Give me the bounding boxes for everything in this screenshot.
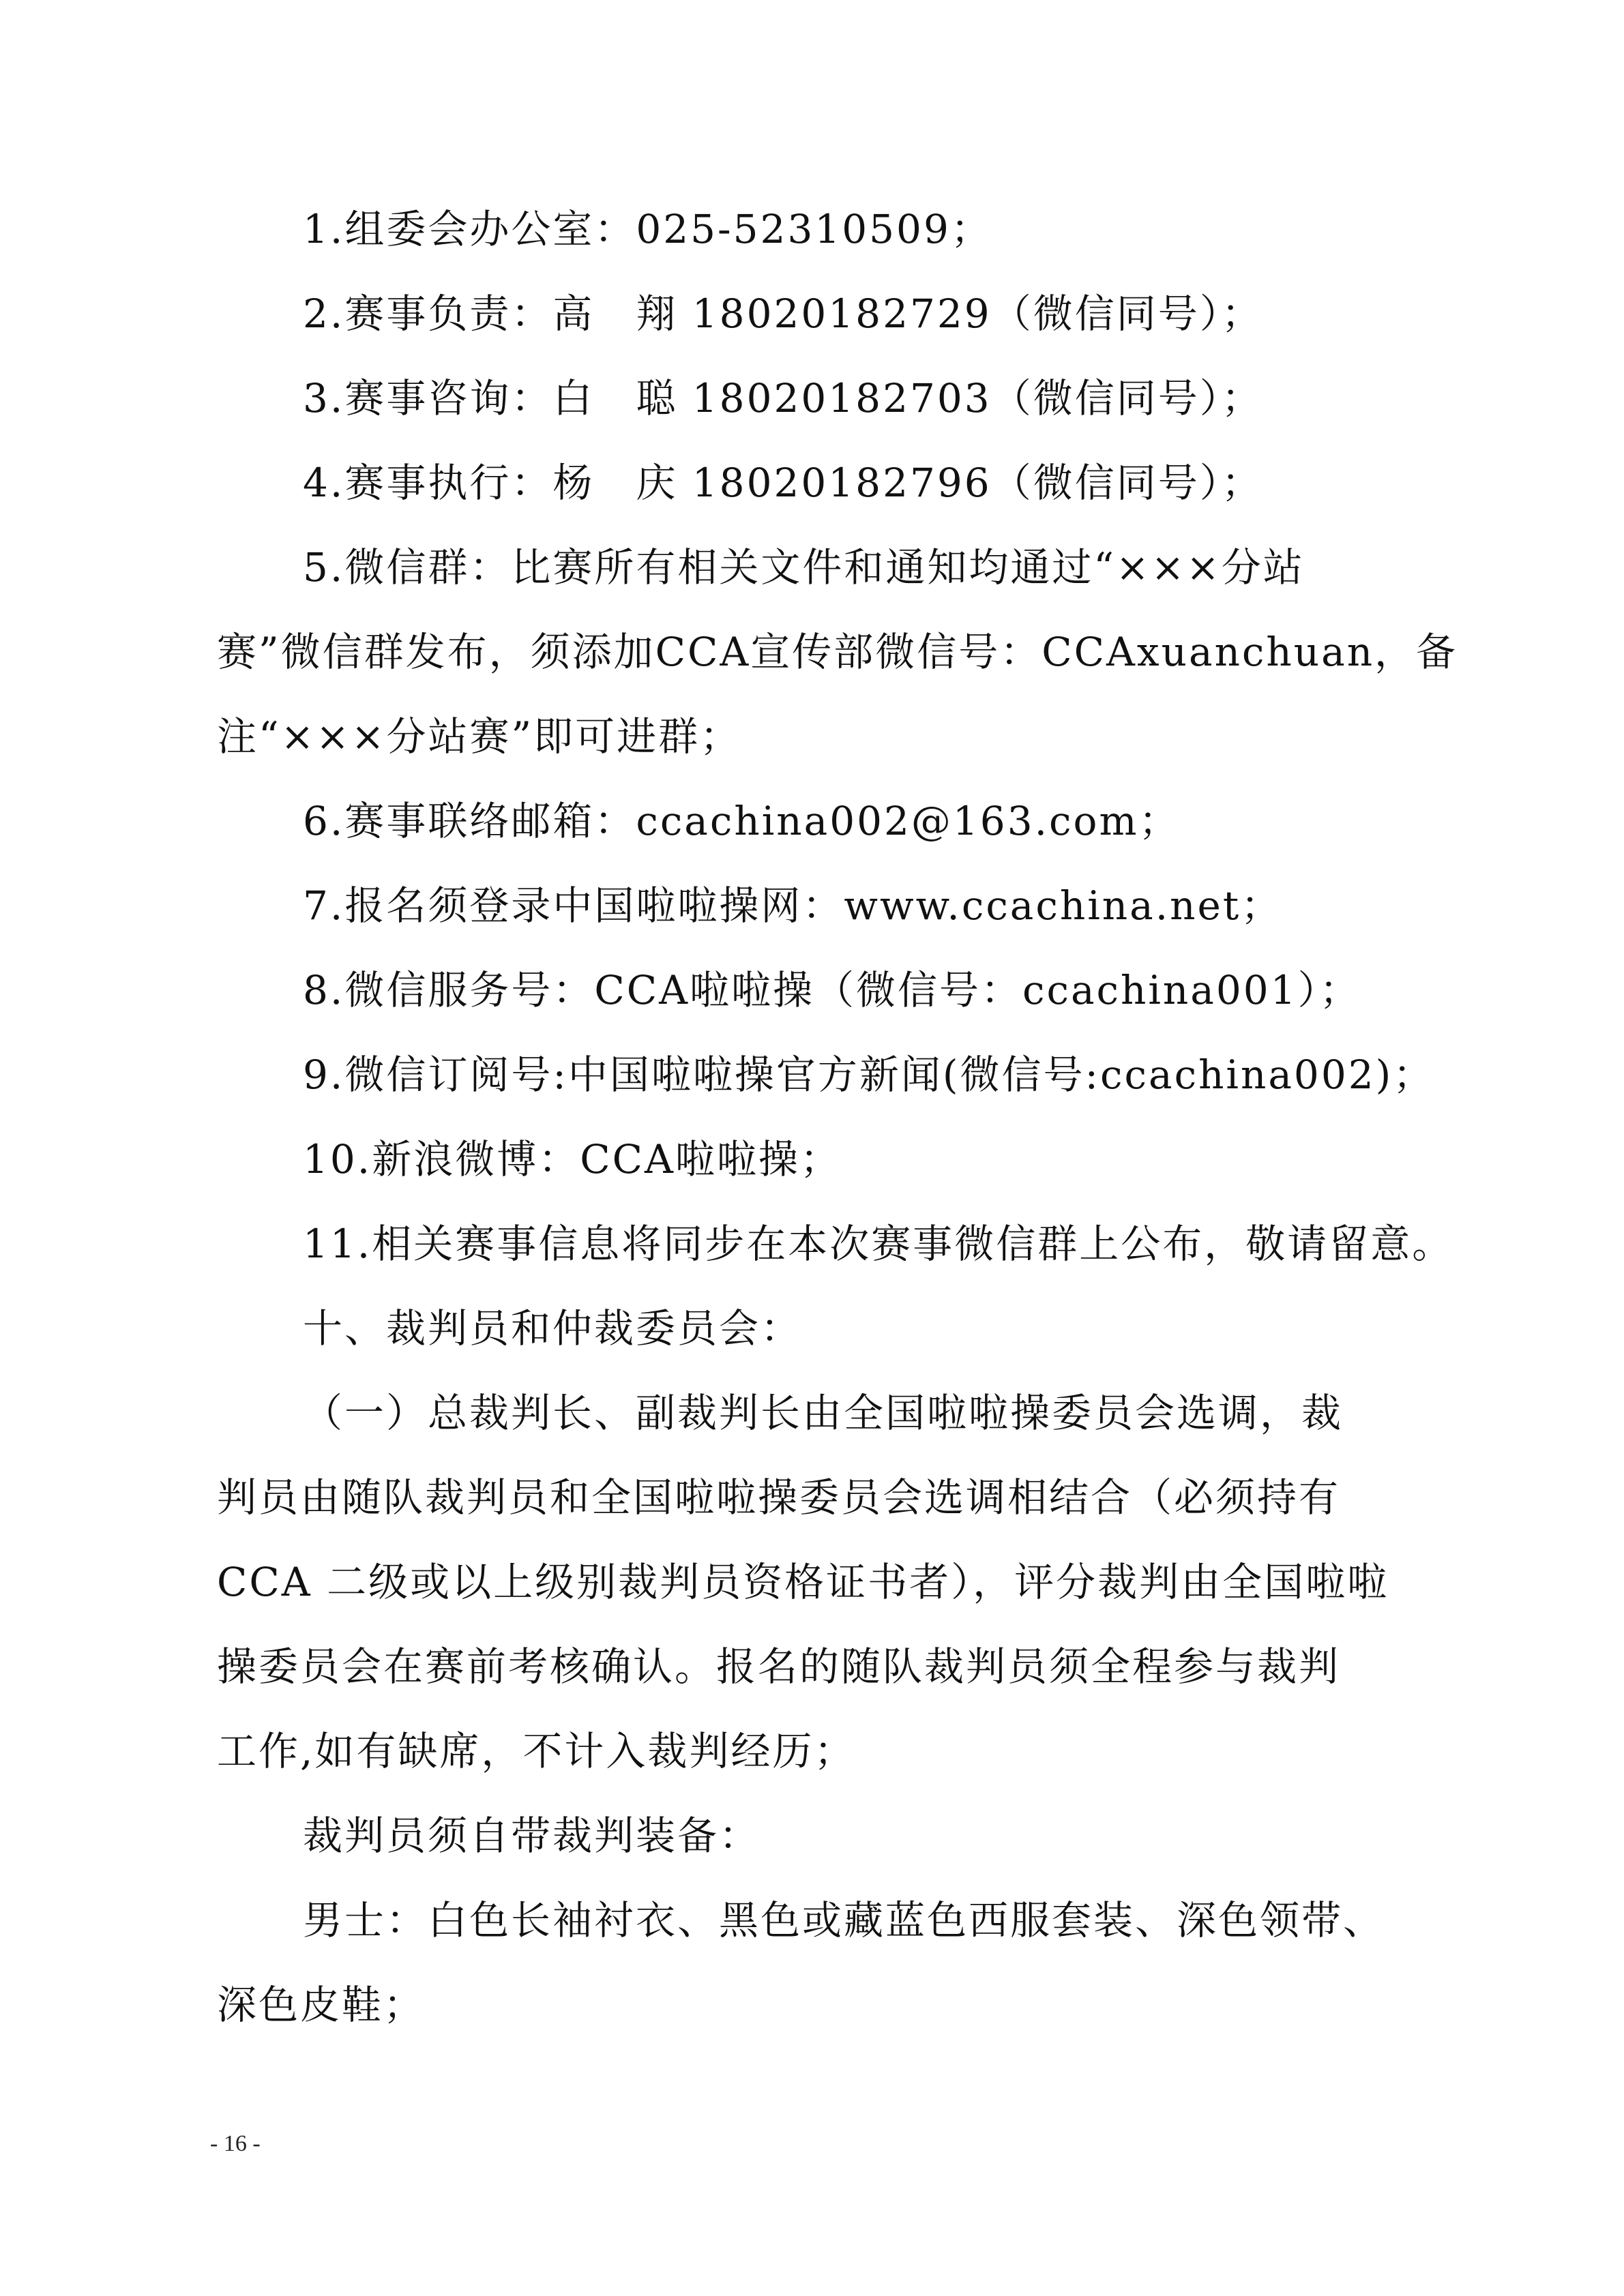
referee-paragraph-line-3: CCA 二级或以上级别裁判员资格证书者），评分裁判由全国啦啦 [217, 1559, 1389, 1605]
wechat-group-line-2: 赛”微信群发布，须添加CCA宣传部微信号：CCAxuanchuan，备 [217, 629, 1458, 675]
event-email: 6.赛事联络邮箱：ccachina002@163.com； [303, 798, 1181, 844]
wechat-service-account: 8.微信服务号：CCA啦啦操（微信号：ccachina001）； [303, 967, 1361, 1013]
contact-event-inquiry: 3.赛事咨询：白 聪 18020182703（微信同号）； [303, 375, 1263, 421]
event-info-notice: 11.相关赛事信息将同步在本次赛事微信群上公布，敬请留意。 [303, 1221, 1454, 1267]
referee-paragraph-line-5: 工作,如有缺席，不计入裁判经历； [217, 1728, 856, 1774]
referee-paragraph-line-1: （一）总裁判长、副裁判长由全国啦啦操委员会选调，裁 [303, 1390, 1344, 1436]
referee-paragraph-line-2: 判员由随队裁判员和全国啦啦操委员会选调相结合（必须持有 [217, 1474, 1341, 1521]
wechat-group-line-1: 5.微信群：比赛所有相关文件和通知均通过“×××分站 [303, 544, 1305, 591]
male-dress-code-line-2: 深色皮鞋； [217, 1982, 426, 2028]
contact-event-execution: 4.赛事执行：杨 庆 18020182796（微信同号）； [303, 460, 1263, 506]
section-heading-referees: 十、裁判员和仲裁委员会： [303, 1305, 803, 1352]
registration-website: 7.报名须登录中国啦啦操网：www.ccachina.net； [303, 882, 1283, 929]
referee-paragraph-line-4: 操委员会在赛前考核确认。报名的随队裁判员须全程参与裁判 [217, 1643, 1341, 1690]
wechat-group-line-3: 注“×××分站赛”即可进群； [217, 713, 742, 760]
sina-weibo: 10.新浪微博：CCA啦啦操； [303, 1136, 842, 1182]
contact-office: 1.组委会办公室：025-52310509； [303, 206, 992, 252]
page-number: - 16 - [210, 2131, 261, 2156]
male-dress-code-line-1: 男士：白色长袖衬衣、黑色或藏蓝色西服套装、深色领带、 [303, 1897, 1385, 1943]
contact-event-lead: 2.赛事负责：高 翔 18020182729（微信同号）； [303, 290, 1263, 337]
referee-equipment-heading: 裁判员须自带裁判装备： [303, 1813, 761, 1859]
wechat-subscription-account: 9.微信订阅号:中国啦啦操官方新闻(微信号:ccachina002)； [303, 1052, 1435, 1098]
